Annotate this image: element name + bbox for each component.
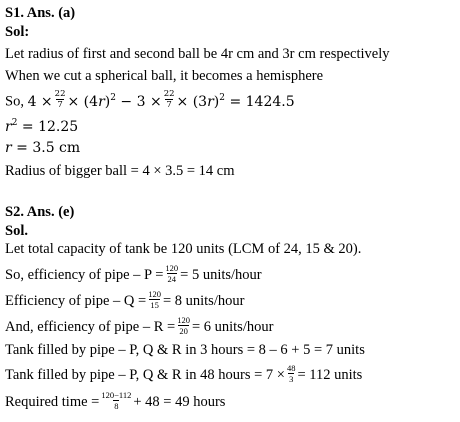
eq-term2c: ) [213, 93, 220, 110]
s2-efficiency-p [5, 263, 262, 285]
r-var: r [5, 140, 12, 156]
eq-minus: − 3 × [120, 93, 162, 110]
s1-r-squared [5, 120, 78, 134]
r2-var: r [5, 119, 12, 135]
eq-fraction-1 [54, 90, 67, 109]
s1-heading: S1. Ans. (a) [5, 5, 76, 21]
h48-fraction [286, 364, 297, 383]
q-num: 120 [148, 289, 161, 299]
eq-r2: r [207, 93, 214, 110]
eq-sq1: 2 [110, 92, 116, 103]
s2-efficiency-r [5, 315, 274, 337]
s1-equation [5, 89, 295, 111]
eq-r1: r [98, 93, 105, 110]
eq-prefix: So, [5, 93, 24, 110]
req-post: + 48 = 49 hours [133, 393, 226, 410]
eq-f2-num: 22 [163, 89, 175, 99]
q-pre: Efficiency of pipe – Q = [5, 292, 147, 309]
s2-required-time [5, 390, 226, 412]
s2-sol-label: Sol. [5, 223, 28, 239]
req-den: 8 [114, 400, 119, 411]
s2-filled-3-hours: Tank filled by pipe – P, Q & R in 3 hours = 8 – 6 + 5 = 7 units [5, 342, 365, 358]
s2-heading: S2. Ans. (e) [5, 204, 75, 220]
h48-pre: Tank filled by pipe – P, Q & R in 48 hours = 7 × [5, 366, 285, 383]
eq-term2b: × (3 [176, 93, 208, 110]
p-pre: So, efficiency of pipe – P = [5, 266, 164, 283]
q-den: 15 [150, 299, 159, 310]
rr-post: = 6 units/hour [191, 318, 274, 335]
h48-num: 48 [286, 363, 296, 373]
eq-f1-num: 22 [54, 89, 66, 99]
req-pre: Required time = [5, 393, 100, 410]
p-post: = 5 units/hour [180, 266, 262, 283]
s1-line-radius: Let radius of first and second ball be 4r cm and 3r cm respectively [5, 46, 390, 62]
s1-bigger-radius: Radius of bigger ball = 4 × 3.5 = 14 cm [5, 163, 235, 179]
r-rhs: = 3.5 cm [16, 140, 81, 156]
rr-pre: And, efficiency of pipe – R = [5, 318, 176, 335]
s2-filled-48-hours [5, 363, 363, 385]
eq-result: = 1424.5 [229, 93, 295, 110]
h48-den: 3 [289, 373, 294, 384]
q-fraction [147, 290, 162, 309]
s1-r-value [5, 141, 80, 155]
s1-line-hemisphere: When we cut a spherical ball, it becomes a hemisphere [5, 68, 324, 84]
req-num: 120−112 [101, 390, 132, 400]
eq-sq2: 2 [219, 92, 225, 103]
s2-line-capacity: Let total capacity of tank be 120 units (LCM of 24, 15 & 20). [5, 241, 362, 257]
s2-efficiency-q [5, 289, 245, 311]
eq-term1b: × (4 [67, 93, 99, 110]
s1-sol-label: Sol: [5, 24, 30, 40]
req-fraction [100, 391, 132, 410]
eq-f1-den: 7 [57, 99, 63, 110]
r2-exp: 2 [11, 118, 18, 128]
eq-term1a: 4 × [27, 93, 53, 110]
q-post: = 8 units/hour [162, 292, 245, 309]
rr-fraction [176, 316, 191, 335]
h48-post: = 112 units [297, 366, 363, 383]
rr-den: 20 [179, 325, 188, 336]
p-fraction [164, 264, 179, 283]
r2-rhs: = 12.25 [21, 119, 79, 135]
eq-fraction-2 [163, 90, 176, 109]
eq-f2-den: 7 [166, 99, 172, 110]
p-num: 120 [165, 263, 179, 273]
p-den: 24 [167, 273, 177, 284]
eq-term1c: ) [104, 93, 111, 110]
rr-num: 120 [177, 315, 190, 325]
